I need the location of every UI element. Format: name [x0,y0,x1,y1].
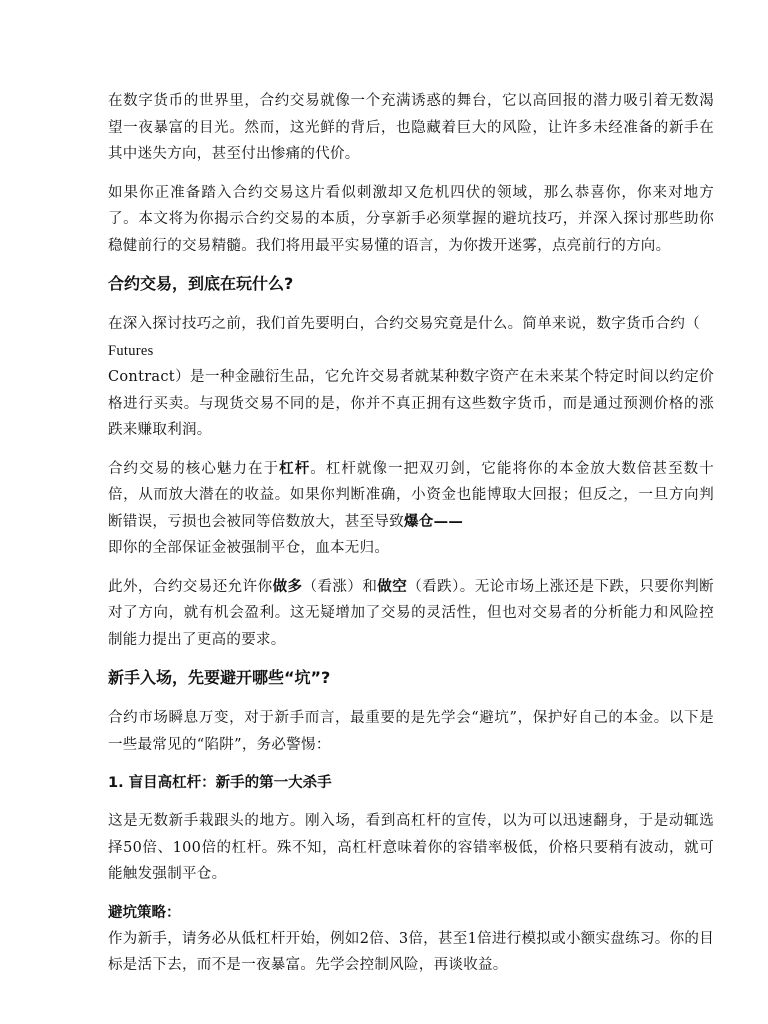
leverage-paragraph [108,456,714,562]
keyword-long: 做多 [272,578,303,595]
strategy-label: 避坑策略： [108,904,181,921]
subheading-high-leverage: 1. 盲目高杠杆：新手的第一大杀手 [108,775,332,791]
text-run: 合约交易的核心魅力在于 [108,460,280,477]
keyword-leverage: 杠杆 [279,460,311,477]
long-short-paragraph [108,574,714,654]
futures-definition-paragraph [108,311,714,444]
intro-paragraph-2: 如果你正准备踏入合约交易这片看似刺激却又危机四伏的领域，那么恭喜你，你来对地方了。本文将为你揭示合约交易的本质，分享新手必须掌握的避坑技巧，并深入探讨那些助你稳健前行的交易精髓。我们将用最平实易懂的语言，为你拨开迷雾，点亮前行的方向。 [108,184,714,254]
intro-paragraph-1: 在数字货币的世界里，合约交易就像一个充满诱惑的舞台，它以高回报的潜力吸引着无数渴望一夜暴富的目光。然而，这光鲜的背后，也隐藏着巨大的风险，让许多未经准备的新手在其中迷失方向，甚至付出惨痛的代价。 [108,93,714,162]
text-run: 。杠杆就像一把双刃剑，它能将你的本金放大数倍甚至数十倍，从而放大潜在的收益。如果你判断准确，小资金也能博取大回报；但反之，一旦方向判断错误，亏损也会被同等倍数放大，甚至导致 [108,460,714,530]
keyword-liquidation: 爆仓—— [404,513,464,530]
keyword-short: 做空 [377,578,408,595]
text-run: 此外，合约交易还允许你 [108,578,273,595]
pitfalls-intro-paragraph: 合约市场瞬息万变，对于新手而言，最重要的是先学会“避坑”，保护好自己的本金。以下是一些最常见的“陷阱”，务必警惕： [108,710,714,753]
text-run: 在深入探讨技巧之前，我们首先要明白，合约交易究竟是什么。简单来说，数字货币合约（ [108,316,700,332]
article [108,88,714,979]
strategy-paragraph: 作为新手，请务必从低杠杆开始，例如2倍、3倍，甚至1倍进行模拟或小额实盘练习。你的目标是活下去，而不是一夜暴富。先学会控制风险，再谈收益。 [108,930,714,973]
strategy-block [108,900,714,979]
high-leverage-paragraph: 这是无数新手栽跟头的地方。刚入场，看到高杠杆的宣传，以为可以迅速翻身，于是动辄选择50倍、100倍的杠杆。殊不知，高杠杆意味着你的容错率极低，价格只要稍有波动，就可能触发强制平仓。 [108,813,714,882]
section-heading-what-is-futures: 合约交易，到底在玩什么? [108,274,294,293]
section-heading-pitfalls: 新手入场，先要避开哪些“坑”? [108,668,331,687]
text-run: Contract）是一种金融衍生品，它允许交易者就某种数字资产在未来某个特定时间以约定价格进行买卖。与现货交易不同的是，你并不真正拥有这些数字货币，而是通过预测价格的涨跌来赚取利润。 [108,369,714,438]
text-run-latin: Futures [108,342,154,359]
text-run: （看跌）。无论市场上涨还是下跌，只要你判断对了方向，就有机会盈利。这无疑增加了交易的灵活性，但也对交易者的分析能力和风险控制能力提出了更高的要求。 [108,578,714,648]
text-run: 即你的全部保证金被强制平仓，血本无归。 [108,540,390,556]
text-run: （看涨）和 [302,578,378,595]
